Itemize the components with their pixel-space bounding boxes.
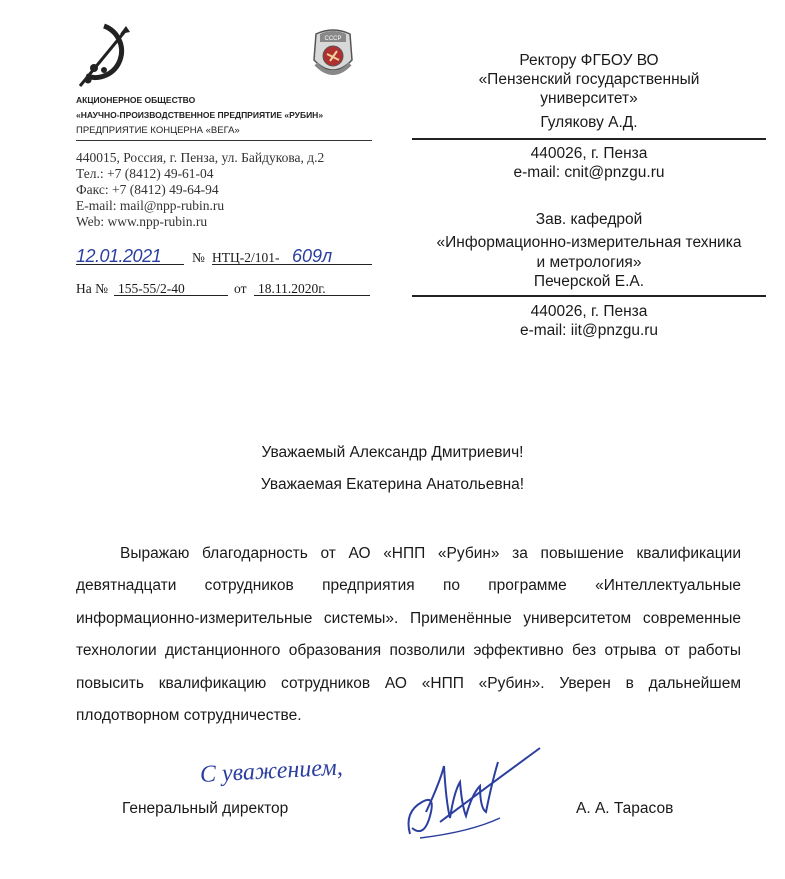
company-phone: Тел.: +7 (8412) 49-61-04 [76,166,214,181]
outgoing-number-label: № [192,250,205,265]
reference-number-underline [114,295,228,296]
recipient1-line3: университет» [540,90,638,107]
company-name-line2: «НАУЧНО-ПРОИЗВОДСТВЕННОЕ ПРЕДПРИЯТИЕ «РУБИН» [76,110,324,120]
reference-label: На № [76,281,108,296]
outgoing-date-handwritten: 12.01.2021 [76,246,162,266]
letter-body: Выражаю благодарность от АО «НПП «Рубин» за повышение квалификации девятнадцати сотрудников предприятия по программе «Интеллектуальные информационно-измерительные системы». Применённые университетом современные технологии дистанционного образования позволили эффективно без отрыва от работы повысить квалификацию сотрудников АО «НПП «Рубин». Уверен в дальнейшем плодотворном сотрудничестве. [76,545,741,725]
salutation-2: Уважаемая Екатерина Анатольевна! [260,476,525,493]
signatory-title: Генеральный директор [122,800,289,817]
emblem-label: СССР [324,36,342,42]
company-email: E-mail: mail@npp-rubin.ru [76,198,225,213]
company-logo-icon [76,22,132,90]
outgoing-number-prefix: НТЦ-2/101- [212,250,280,265]
company-address: 440015, Россия, г. Пенза, ул. Байдукова, д.2 [76,150,325,165]
recipient1-divider [412,138,766,140]
recipient2-line1: Зав. кафедрой [535,211,643,228]
company-name-line1: АКЦИОНЕРНОЕ ОБЩЕСТВО [76,95,196,105]
recipient1-city: 440026, г. Пенза [530,145,648,162]
recipient1-line1: Ректору ФГБОУ ВО [519,52,659,69]
recipient2-line3: и метрология» [536,254,642,271]
recipient2-name: Печерской Е.А. [533,273,645,290]
recipient1-line2: «Пензенский государственный [478,71,700,88]
recipient2-divider [412,295,766,297]
reference-number: 155-55/2-40 [118,281,185,296]
reference-from-label: от [234,281,247,296]
order-emblem-icon [306,24,360,82]
recipient2-line2: «Информационно-измерительная техника [436,234,742,251]
outgoing-number-underline [212,264,372,265]
header-divider [76,140,372,141]
company-web: Web: www.npp-rubin.ru [76,214,208,229]
recipient1-name: Гулякову А.Д. [540,114,638,131]
recipient1-email: e-mail: cnit@pnzgu.ru [513,164,665,181]
company-name-line3: ПРЕДПРИЯТИЕ КОНЦЕРНА «ВЕГА» [76,125,240,136]
reference-date: 18.11.2020г. [258,281,326,296]
outgoing-number-handwritten: 609л [292,246,333,266]
handwritten-signature-icon [400,742,545,842]
company-fax: Факс: +7 (8412) 49-64-94 [76,182,219,197]
salutation-1: Уважаемый Александр Дмитриевич! [261,444,524,461]
recipient2-email: e-mail: iit@pnzgu.ru [519,322,659,339]
closing-handwritten: С уважением, [199,754,344,788]
reference-date-underline [254,295,370,296]
recipient2-city: 440026, г. Пенза [530,303,648,320]
signatory-name: А. А. Тарасов [576,800,674,817]
outgoing-date-underline [76,264,184,265]
